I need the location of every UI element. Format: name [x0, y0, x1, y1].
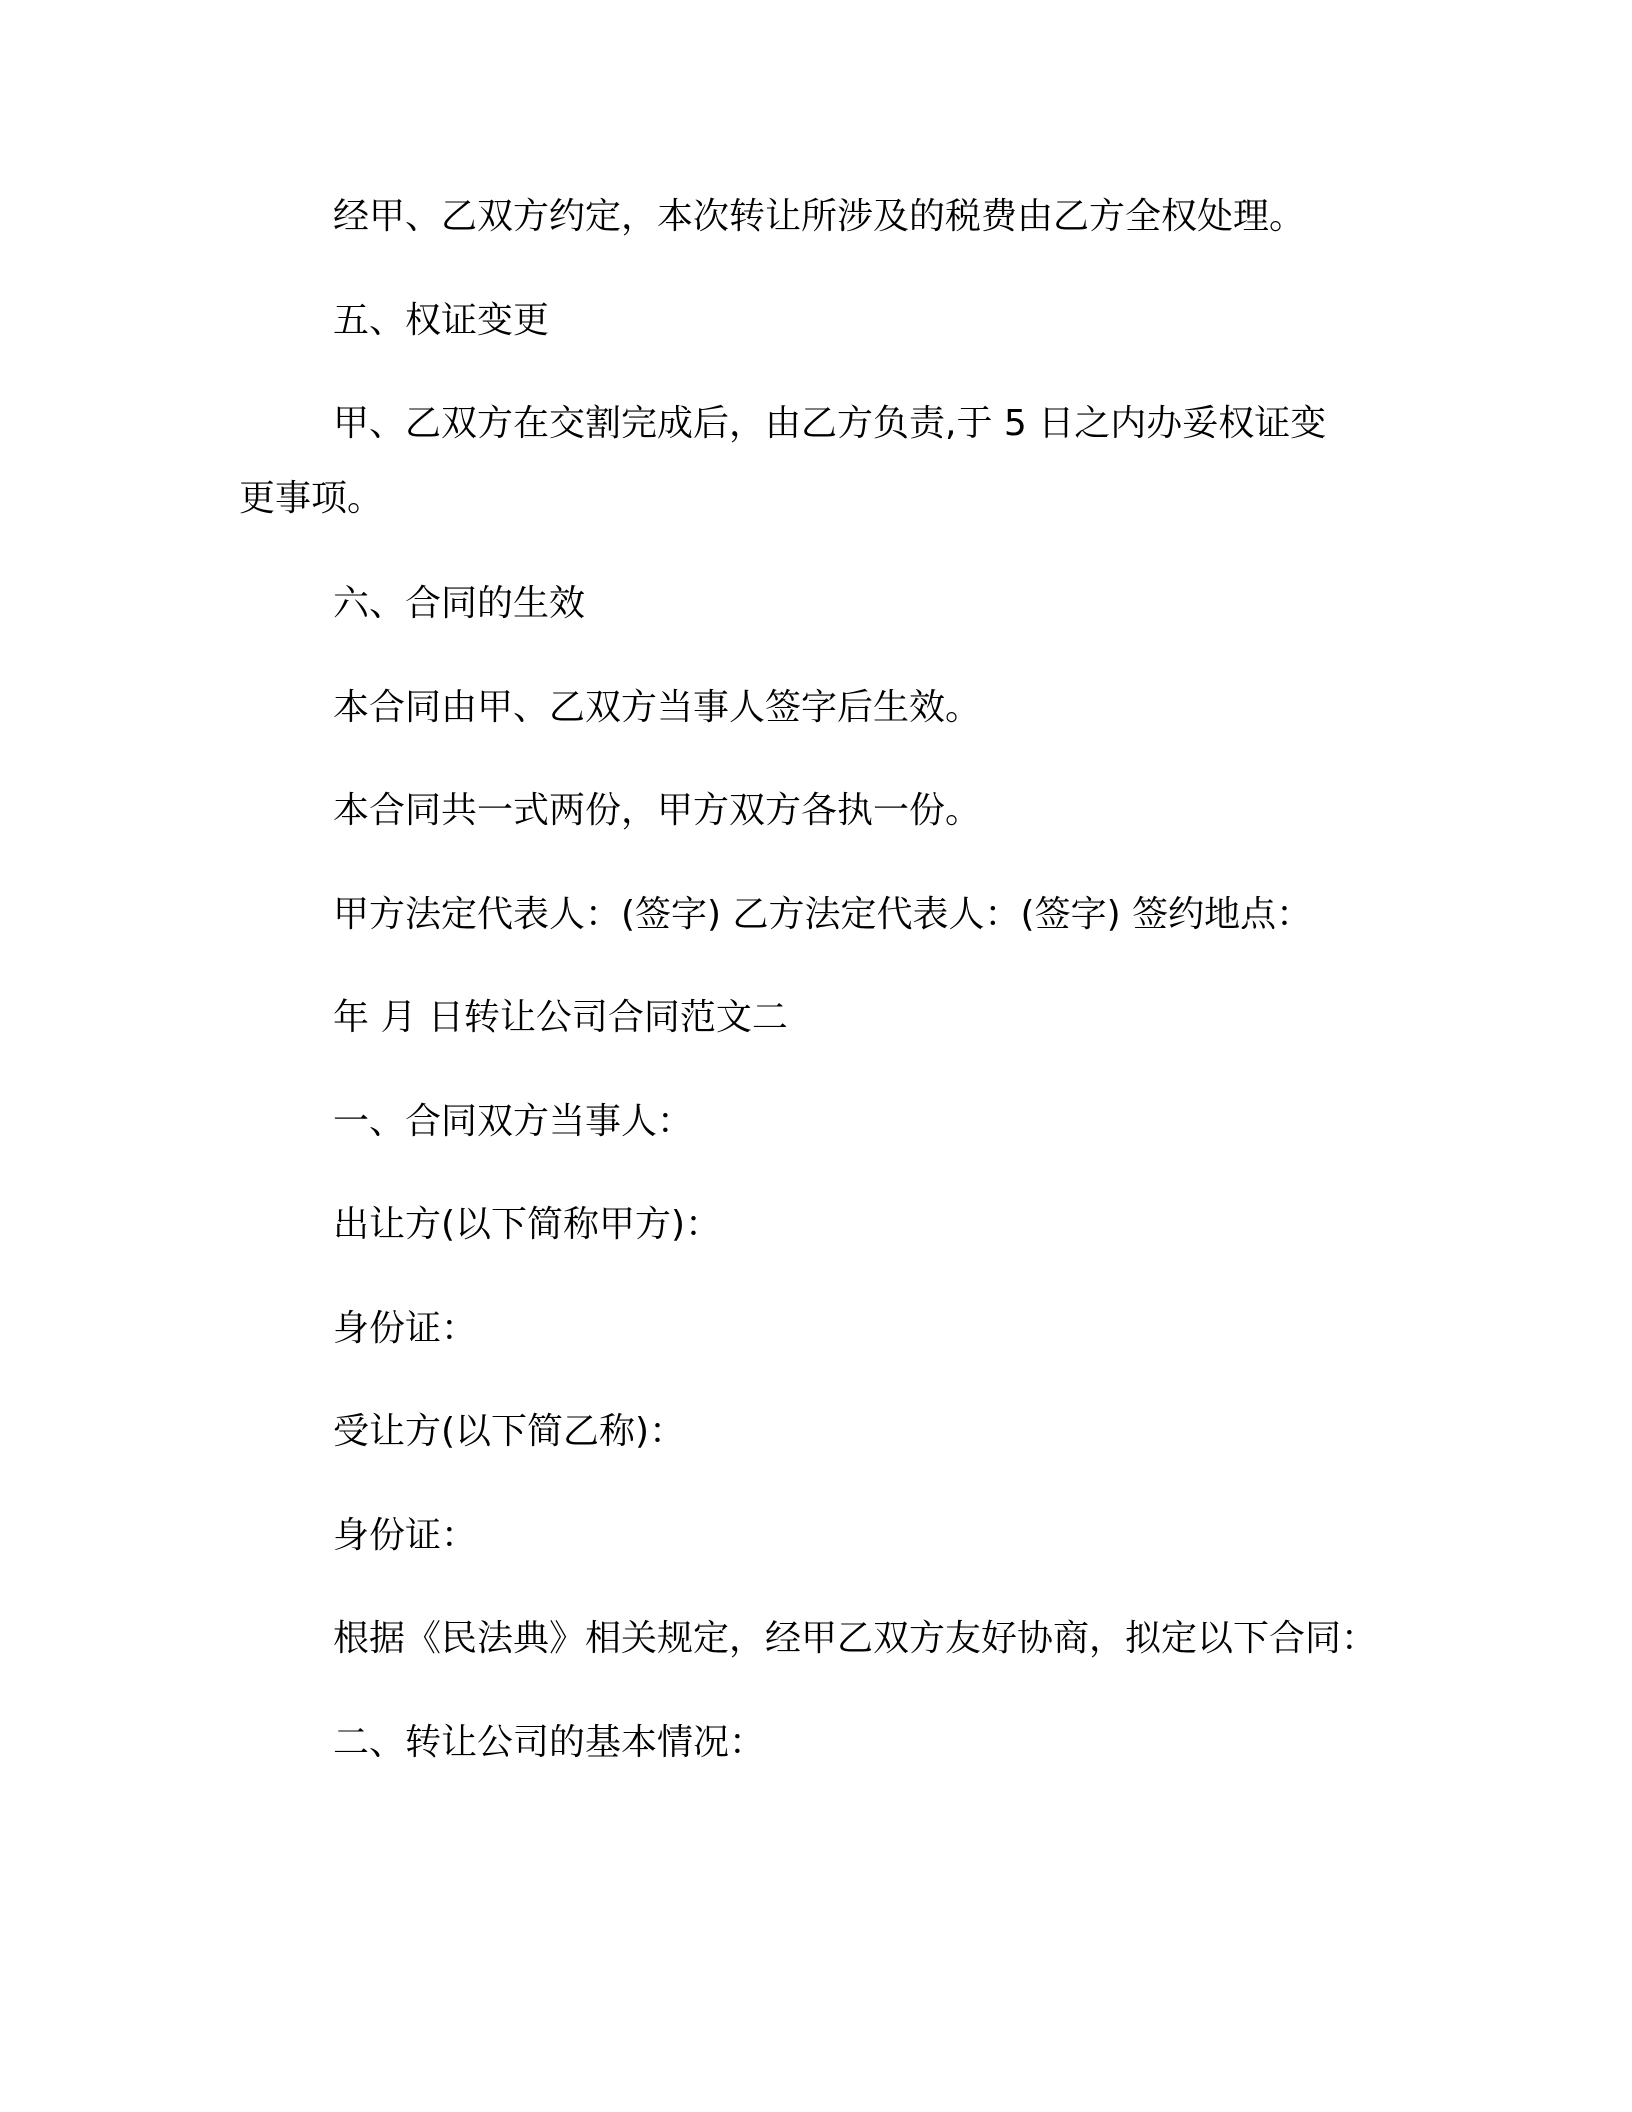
paragraph-title-change-line-2: 更事项。 [239, 478, 384, 519]
field-transferor: 出让方(以下简称甲方)： [333, 1204, 722, 1245]
paragraph-legal-basis: 根据《民法典》相关规定，经甲乙双方友好协商，拟定以下合同： [333, 1618, 1378, 1659]
paragraph-effective-on-signing: 本合同由甲、乙双方当事人签字后生效。 [333, 687, 982, 728]
section-heading-company-info: 二、转让公司的基本情况： [333, 1722, 766, 1763]
paragraph-title-change-line-1: 甲、乙双方在交割完成后，由乙方负责,于 5 日之内办妥权证变 [333, 403, 1327, 444]
field-transferee-id: 身份证： [333, 1515, 478, 1556]
section-heading-effectiveness: 六、合同的生效 [333, 583, 586, 624]
field-transferee: 受让方(以下简乙称)： [333, 1411, 686, 1452]
field-transferor-id: 身份证： [333, 1308, 478, 1349]
date-and-template-title: 年 月 日转让公司合同范文二 [333, 997, 788, 1038]
paragraph-copies: 本合同共一式两份，甲方双方各执一份。 [333, 790, 982, 831]
section-heading-parties: 一、合同双方当事人： [333, 1101, 694, 1142]
signature-line: 甲方法定代表人：(签字) 乙方法定代表人：(签字) 签约地点： [333, 894, 1313, 935]
paragraph-tax-clause: 经甲、乙双方约定，本次转让所涉及的税费由乙方全权处理。 [333, 196, 1306, 237]
section-heading-title-change: 五、权证变更 [333, 300, 550, 341]
